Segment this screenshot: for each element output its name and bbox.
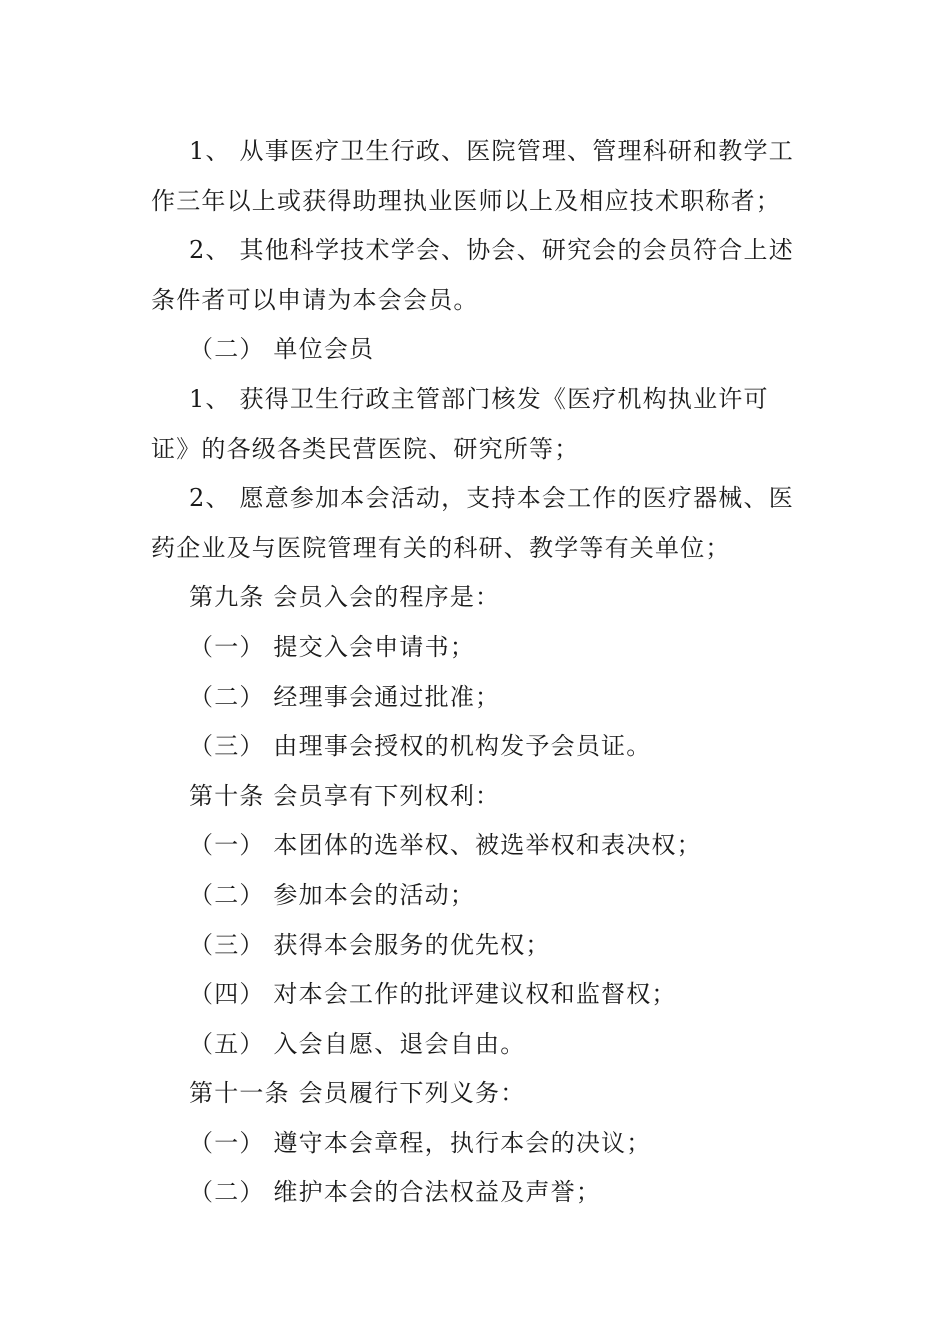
article-heading: 第十一条 会员履行下列义务：: [189, 1079, 526, 1108]
paragraph-line: 1、 从事医疗卫生行政、医院管理、管理科研和教学工: [189, 137, 794, 165]
paragraph-line: 2、 其他科学技术学会、协会、研究会的会员符合上述: [189, 236, 794, 265]
list-item: （一） 遵守本会章程，执行本会的决议；: [189, 1128, 652, 1157]
list-item: （三） 由理事会授权的机构发予会员证。: [189, 732, 652, 761]
paragraph-line: 药企业及与医院管理有关的科研、教学等有关单位；: [151, 533, 731, 562]
paragraph-line: 作三年以上或获得助理执业医师以上及相应技术职称者；: [151, 186, 781, 215]
list-item: （二） 维护本会的合法权益及声誉；: [189, 1178, 602, 1207]
document-body: [151, 127, 801, 1218]
list-item: （四） 对本会工作的批评建议权和监督权；: [189, 980, 677, 1009]
article-heading: 第九条 会员入会的程序是：: [189, 583, 501, 612]
paragraph-line: 证》的各级各类民营医院、研究所等；: [151, 434, 580, 463]
list-item: （五） 入会自愿、退会自由。: [189, 1029, 526, 1058]
paragraph-line: 2、 愿意参加本会活动，支持本会工作的医疗器械、医: [189, 484, 794, 513]
paragraph-line: 条件者可以申请为本会会员。: [151, 285, 479, 314]
list-item: （二） 经理事会通过批准；: [189, 682, 501, 711]
list-item: （二） 参加本会的活动；: [189, 880, 476, 909]
article-heading: 第十条 会员享有下列权利：: [189, 781, 501, 810]
list-item: （一） 提交入会申请书；: [189, 632, 476, 661]
section-heading: （二） 单位会员: [189, 335, 375, 364]
list-item: （三） 获得本会服务的优先权；: [189, 930, 551, 959]
list-item: （一） 本团体的选举权、被选举权和表决权；: [189, 831, 702, 860]
paragraph-line: 1、 获得卫生行政主管部门核发《医疗机构执业许可: [189, 384, 769, 413]
